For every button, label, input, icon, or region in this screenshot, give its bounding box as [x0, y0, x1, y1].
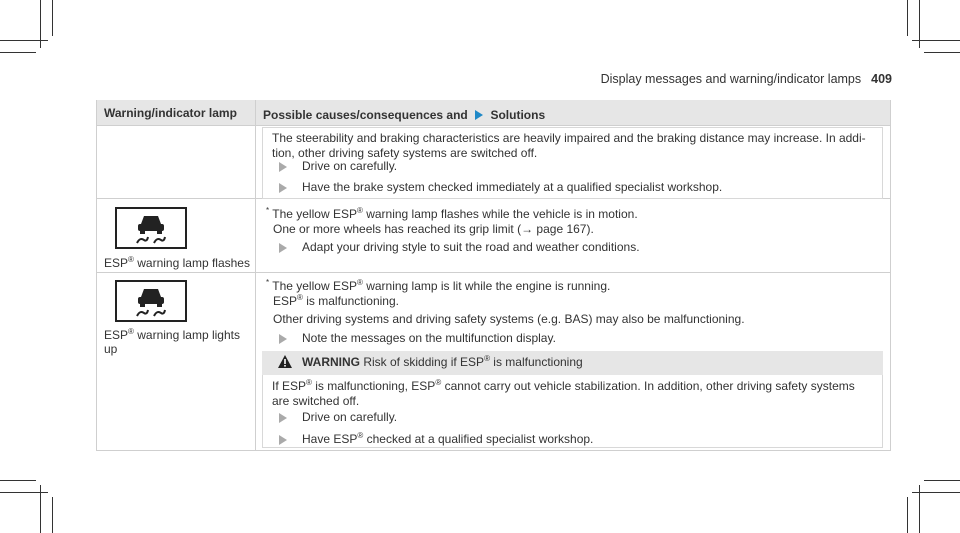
warning-line: If ESP® is malfunctioning, ESP® cannot carry out vehicle stabilization. In addition, other driving safety systems	[272, 378, 855, 393]
step-arrow-icon	[279, 413, 287, 423]
lamp-label: ESP® warning lamp lights	[104, 327, 240, 342]
column-header-lamp: Warning/indicator lamp	[104, 106, 237, 120]
step-arrow-icon	[279, 334, 287, 344]
crop-mark	[0, 40, 48, 41]
note-line: * The yellow ESP® warning lamp flashes while the vehicle is in motion.	[266, 206, 638, 221]
warning-line: are switched off.	[272, 394, 360, 408]
table-border	[96, 100, 97, 451]
continued-line: The steerability and braking characteristics are heavily impaired and the braking distance may increase. In addi-	[272, 131, 866, 145]
crop-mark	[907, 0, 908, 36]
crop-mark	[912, 40, 960, 41]
step-text: Drive on carefully.	[302, 410, 398, 424]
esp-skid-icon-graphic	[117, 209, 185, 247]
table-rule	[96, 272, 891, 273]
running-header	[601, 72, 892, 86]
step-text: Adapt your driving style to suit the road and weather conditions.	[302, 240, 640, 254]
crop-mark	[907, 497, 908, 533]
column-header-causes: Possible causes/consequences and Solutions	[263, 108, 546, 122]
warning-triangle-icon	[278, 355, 292, 368]
crop-mark	[0, 480, 36, 481]
esp-skid-icon	[115, 207, 187, 249]
table-border	[890, 100, 891, 451]
note-line: One or more wheels has reached its grip limit (→ page 167).	[273, 222, 594, 236]
step-arrow-icon	[279, 183, 287, 193]
warning-heading: WARNING Risk of skidding if ESP® is malfunctioning	[302, 354, 583, 369]
step-text: Drive on carefully.	[302, 159, 398, 173]
note-line: ESP® is malfunctioning.	[273, 293, 399, 308]
step-arrow-icon	[279, 243, 287, 253]
crop-mark	[0, 52, 36, 53]
table-rule	[96, 125, 891, 126]
step-text: Note the messages on the multifunction display.	[302, 331, 556, 345]
column-divider	[255, 100, 256, 451]
page-number: 409	[871, 72, 892, 86]
crop-mark	[52, 0, 53, 36]
step-arrow-icon	[279, 162, 287, 172]
esp-skid-icon	[115, 280, 187, 322]
step-arrow-icon	[279, 435, 287, 445]
note-line: Other driving systems and driving safety systems (e.g. BAS) may also be malfunctioning.	[273, 312, 745, 326]
crop-mark	[52, 497, 53, 533]
step-text: Have ESP® checked at a qualified specialist workshop.	[302, 431, 594, 446]
step-text: Have the brake system checked immediately at a qualified specialist workshop.	[302, 180, 723, 194]
solutions-arrow-icon	[475, 110, 483, 120]
crop-mark	[924, 480, 960, 481]
crop-mark	[0, 492, 48, 493]
lamp-label: up	[104, 342, 118, 356]
table-rule	[96, 450, 891, 451]
crop-mark	[924, 52, 960, 53]
continued-line: tion, other driving safety systems are switched off.	[272, 146, 538, 160]
section-title: Display messages and warning/indicator lamps	[600, 72, 862, 86]
crop-mark	[912, 492, 960, 493]
lamp-label: ESP® warning lamp flashes	[104, 255, 250, 270]
esp-skid-icon-graphic	[117, 282, 185, 320]
note-line: * The yellow ESP® warning lamp is lit while the engine is running.	[266, 278, 611, 293]
